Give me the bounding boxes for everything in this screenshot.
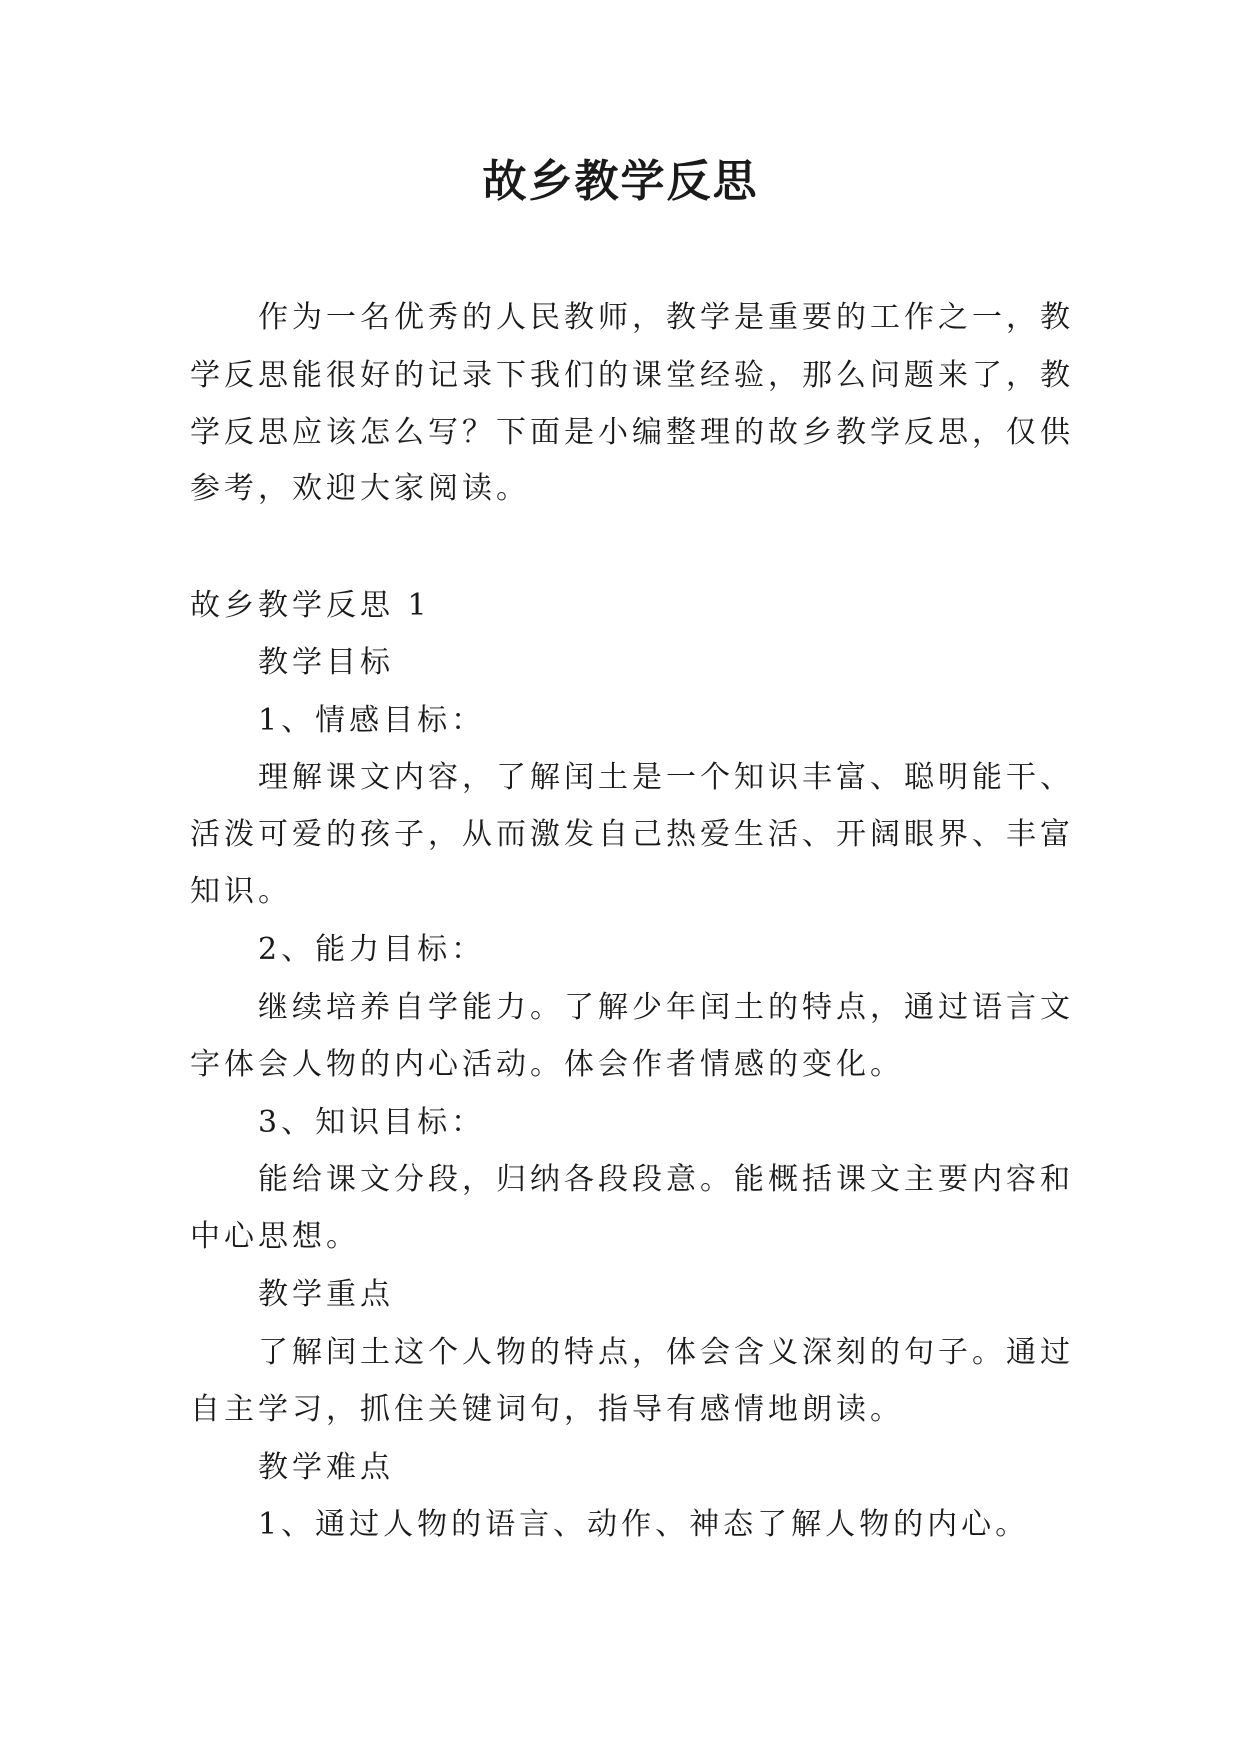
goal-1-line-1: 理解课文内容，了解闰土是一个知识丰富、聪明能干、 xyxy=(258,760,1074,795)
goal-1-heading: 1、情感目标： xyxy=(258,703,486,738)
goal-1-line-3: 知识。 xyxy=(190,874,292,909)
intro-line-2: 学反思能很好的记录下我们的课堂经验，那么问题来了，教 xyxy=(190,358,1074,393)
document-title: 故乡教学反思 xyxy=(482,156,759,207)
intro-line-1: 作为一名优秀的人民教师，教学是重要的工作之一，教 xyxy=(258,300,1074,335)
goal-2-line-1: 继续培养自学能力。了解少年闰土的特点，通过语言文 xyxy=(258,990,1074,1025)
intro-line-4: 参考，欢迎大家阅读。 xyxy=(190,471,530,506)
goal-2-line-2: 字体会人物的内心活动。体会作者情感的变化。 xyxy=(190,1047,904,1082)
goal-3-heading: 3、知识目标： xyxy=(258,1105,486,1140)
heading-teaching-goals: 教学目标 xyxy=(258,645,394,680)
section-heading: 故乡教学反思 1 xyxy=(190,588,431,623)
key-points-line-2: 自主学习，抓住关键词句，指导有感情地朗读。 xyxy=(190,1392,904,1427)
goal-3-line-1: 能给课文分段，归纳各段段意。能概括课文主要内容和 xyxy=(258,1162,1074,1197)
goal-3-line-2: 中心思想。 xyxy=(190,1219,360,1254)
key-points-line-1: 了解闰土这个人物的特点，体会含义深刻的句子。通过 xyxy=(258,1335,1074,1370)
goal-1-line-2: 活泼可爱的孩子，从而激发自己热爱生活、开阔眼界、丰富 xyxy=(190,817,1074,852)
difficulties-line-1: 1、通过人物的语言、动作、神态了解人物的内心。 xyxy=(258,1507,1030,1542)
heading-key-points: 教学重点 xyxy=(258,1277,394,1312)
goal-2-heading: 2、能力目标： xyxy=(258,932,486,967)
intro-line-3: 学反思应该怎么写？下面是小编整理的故乡教学反思，仅供 xyxy=(190,415,1074,450)
heading-difficulties: 教学难点 xyxy=(258,1450,394,1485)
